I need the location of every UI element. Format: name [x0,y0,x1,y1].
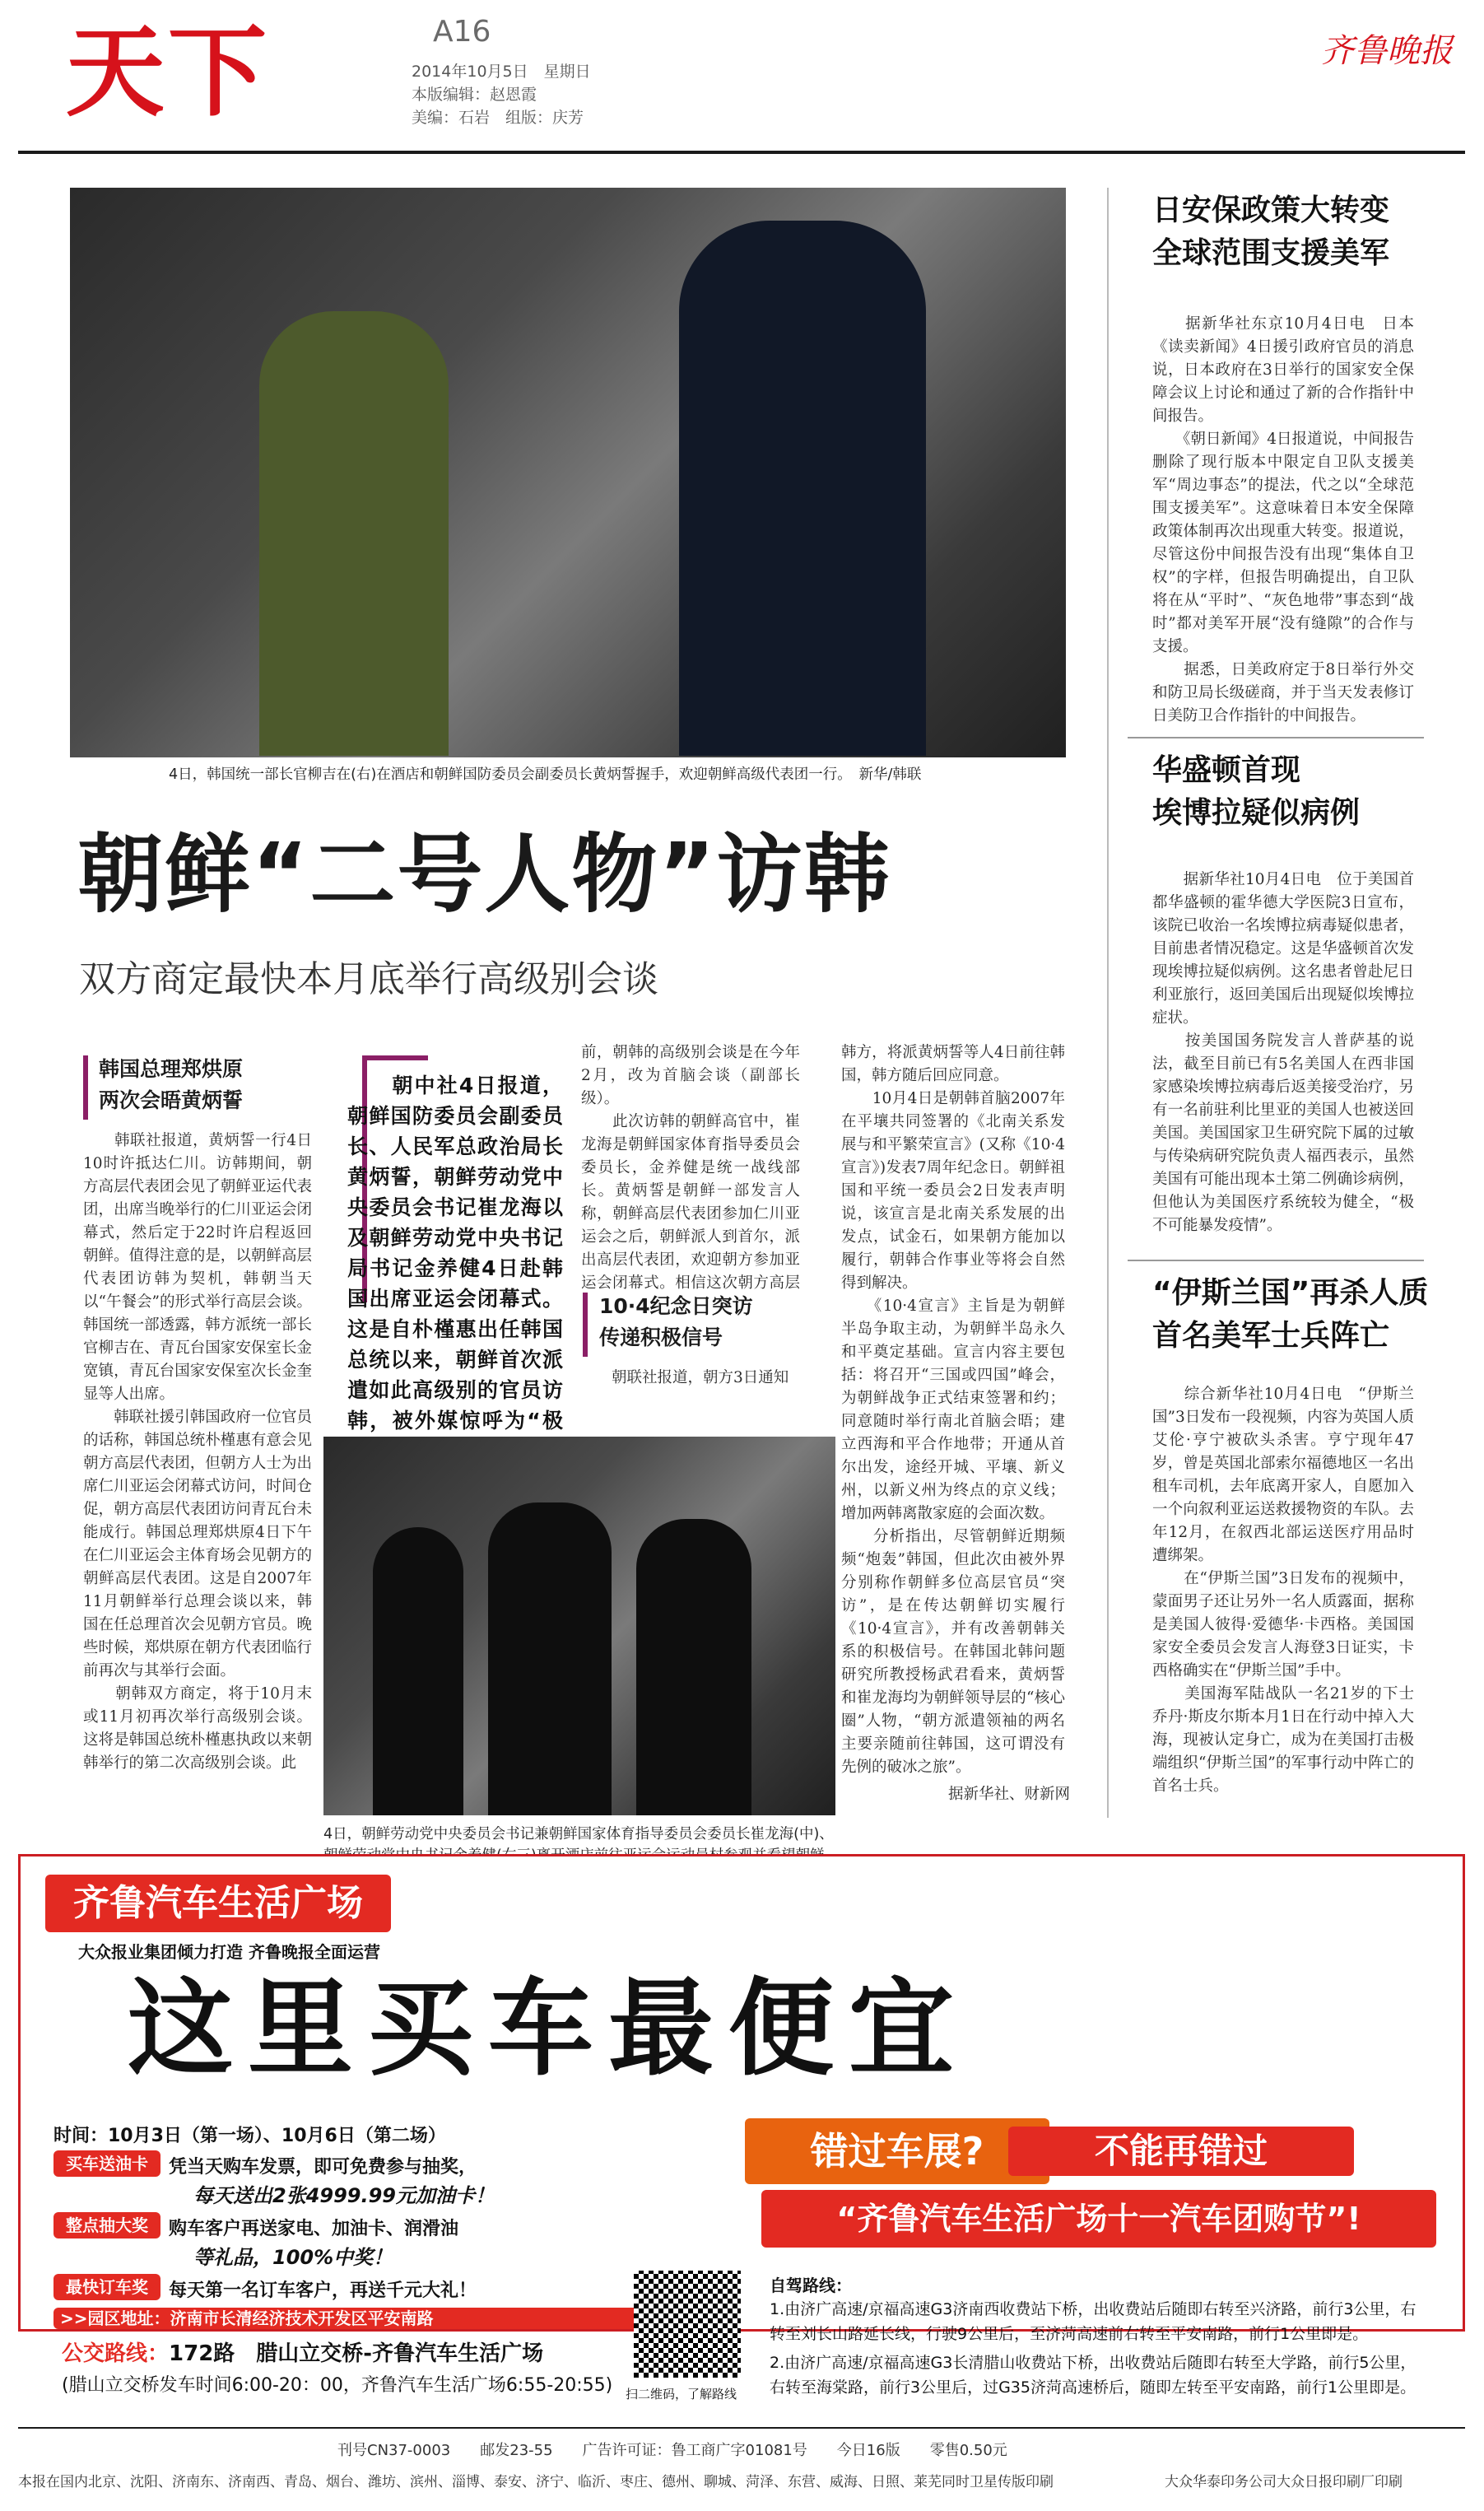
ad-group-buy-banner: “齐鲁汽车生活广场十一汽车团购节”! [761,2190,1436,2248]
story3-title-line1: “伊斯兰国”再杀人质 [1152,1276,1429,1310]
main-photo-caption: 4日，韩国统一部长官柳吉在(右)在酒店和朝鲜国防委员会副委员长黄炳誓握手，欢迎朝鲜高级代表团一行。 新华/韩联 [169,766,922,783]
ad-missed-expo-badge: 错过车展? [745,2118,1049,2184]
footer-divider [18,2427,1465,2429]
section-marker [583,1293,588,1357]
story3-title-line2: 首名美军士兵阵亡 [1152,1319,1390,1353]
main-headline: 朝鲜“二号人物”访韩 [77,824,891,925]
footer-printing-locations: 本报在国内北京、沈阳、济南东、济南西、青岛、烟台、潍坊、滨州、淄博、泰安、济宁、临沂、枣庄、德州、聊城、菏泽、东营、威海、日照、莱芜同时卫星传版印刷 [18,2474,1054,2490]
photo-figure [636,1519,751,1815]
sidebar-story2-title [1152,749,1360,835]
ad-route-title: 自驾路线： [770,2276,852,2295]
sidebar-separator [1128,1260,1424,1261]
ad-prize2-tag: 整点抽大奖 [53,2212,160,2238]
ad-bus-route [62,2336,543,2367]
qr-caption: 扫二维码，了解路线 [626,2387,737,2402]
sidebar-separator [1128,737,1424,738]
ad-prize1-highlight: 每天送出2张4999.99元加油卡！ [193,2184,495,2207]
section2-title-line1: 10·4纪念日突访 [599,1294,753,1318]
section2-title [599,1291,753,1353]
sidebar-divider [1107,188,1109,1818]
photo-figure-right [679,221,926,756]
car-expo-advertisement[interactable] [18,1854,1465,2332]
ad-route1: 1.由济广高速/京福高速G3济南西收费站下桥，出收费站后随即右转至兴济路，前行3公里，右转至刘长山路延长线，行驶9公里后，至济菏高速前右转至平安南路，前行1公里即是。 [770,2300,1417,2343]
ad-dont-miss: 不能再错过 [1008,2127,1354,2176]
column3-body-2: 朝联社报道，朝方3日通知 [581,1369,789,1386]
footer-publication-info: 刊号CN37-0003 邮发23-55 广告许可证：鲁工商广字01081号 今日16版 零售0.50元 [337,2442,1007,2459]
sidebar-story1-title [1152,189,1389,275]
masthead-divider [18,151,1465,154]
page-number: A16 [433,15,491,49]
photo-figure-left [259,311,449,756]
ad-prize3-tag: 最快订车奖 [53,2274,160,2300]
issue-date: 2014年10月5日 星期日 [412,63,591,81]
ad-bus-label: 公交路线： [62,2341,170,2366]
sidebar-story2-body: 据新华社10月4日电 位于美国首都华盛顿的霍华德大学医院3日宣布，该院已收治一名埃博拉病毒疑似患者，目前患者情况稳定。这是华盛顿首次发现埃博拉疑似病例。这名患者曾赴尼日利亚旅行，返回美国后出现疑似埃博拉症状。 按美国国务院发言人普萨基的说法，截至目前已有5名美国人在西非国家感染埃博拉病毒后返美接受治疗，另有一名前驻利比里亚的美国人也被送回美国。美国国家卫生研究院下属的过敏与传染病研究院负责人福西表示，虽然美国有可能出现本土第二例确诊病例，但他认为美国医疗系统较为健全，“极不可能暴发疫情”。 [1152,871,1414,1234]
section2-title-line2: 传递积极信号 [599,1325,723,1349]
ad-prize3-text: 每天第一名订车客户，再送千元大礼！ [169,2280,477,2301]
secondary-photo-delegation [323,1437,835,1815]
footer-printer: 大众华泰印务公司大众日报印刷厂印刷 [1165,2474,1403,2490]
story2-title-line1: 华盛顿首现 [1152,753,1301,787]
newspaper-logo: 齐鲁晚报 [1321,32,1453,70]
qr-code[interactable] [634,2271,741,2378]
ad-prize2-highlight: 等礼品，100%中奖！ [193,2246,393,2269]
lead-marker-top [362,1055,428,1060]
sidebar-story1-body: 据新华社东京10月4日电 日本《读卖新闻》4日援引政府官员的消息说，日本政府在3日举行的国家安全保障会议上讨论和通过了新的合作指针中间报告。 《朝日新闻》4日报道说，中间报告删除了现行版本中限定自卫队支援美军“周边事态”的提法，代之以“全球范围支援美军”。这意味着日本安全保障政策体制再次出现重大转变。报道说，尽管这份中间报告没有出现“集体自卫权”的字样，但报告明确提出，自卫队将在从“平时”、“灰色地带”事态到“战时”都对美军开展“没有缝隙”的合作与支援。 据悉，日美政府定于8日举行外交和防卫局长级磋商，并于当天发表修订日美防卫合作指针的中间报告。 [1152,315,1414,724]
story1-title-line2: 全球范围支援美军 [1152,236,1390,270]
ad-route2: 2.由济广高速/京福高速G3长清腊山收费站下桥，出收费站后随即右转至大学路，前行5公里，右转至海棠路，前行3公里后，过G35济菏高速桥后，随即左转至平安南路，前行1公里即是。 [770,2354,1417,2397]
section-title: 天下 [66,14,270,130]
story1-title-line1: 日安保政策大转变 [1152,193,1390,227]
story2-title-line2: 埃博拉疑似病例 [1152,796,1361,830]
ad-slogan: 这里买车最便宜 [128,1967,970,2090]
photo-figure [373,1527,463,1815]
column4-body: 韩方，将派黄炳誓等人4日前往韩国，韩方随后回应同意。 10月4日是朝韩首脑2007年在平壤共同签署的《北南关系发展与和平繁荣宣言》(又称《10·4宣言》)发表7周年纪念日。朝鲜祖国和平统一委员会2日发表声明说，该宣言是北南关系发展的出发点，试金石，如果朝方能加以履行，朝韩合作事业等将会自然得到解决。 《10·4宣言》主旨是为朝鲜半岛争取主动，为朝鲜半岛永久和平奠定基础。宣言内容主要包括：将召开“三国或四国”峰会，为朝鲜战争正式结束签署和约；同意随时举行南北首脑会晤；建立西海和平合作地带；开通从首尔出发，途经开城、平壤、新义州，以新义州为终点的京义线；增加两韩离散家庭的会面次数。 分析指出，尽管朝鲜近期频频“炮轰”韩国，但此次由被外界分别称作朝鲜多位高层官员“突访”，是在传达朝鲜切实履行《10·4宣言》，并有改善朝韩关系的积极信号。在韩国北韩问题研究所教授杨武君看来，黄炳誓和崔龙海均为朝鲜领导层的“核心圈”人物，“朝方派遣领袖的两名主要亲随前往韩国，这可谓没有先例的破冰之旅”。 [841,1044,1065,1774]
ad-venue-badge: 齐鲁汽车生活广场 [45,1875,391,1932]
ad-event-time: 时间：10月3日（第一场）、10月6日（第二场） [53,2126,446,2146]
sidebar-story3-title [1152,1272,1428,1358]
column1-body: 韩联社报道，黄炳誓一行4日10时许抵达仁川。访韩期间，朝方高层代表团会见了朝鲜亚运代表团，出席当晚举行的仁川亚运会闭幕式，然后定于22时许启程返回朝鲜。值得注意的是，以朝鲜高层代表团访韩为契机，韩朝当天以“午餐会”的形式举行高层会谈。韩国统一部透露，韩方派统一部长官柳吉在、青瓦台国家安保室长金宽镇，青瓦台国家安保室次长金奎显等人出席。 韩联社援引韩国政府一位官员的话称，韩国总统朴槿惠有意会见朝方高层代表团，但朝方人士为出席仁川亚运会闭幕式访问，时间仓促，朝方高层代表团访问青瓦台未能成行。韩国总理郑烘原4日下午在仁川亚运会主体育场会见朝方的朝鲜高层代表团。这是自2007年11月朝鲜举行总理会谈以来，韩国在任总理首次会见朝方官员。晚些时候，郑烘原在朝方代表团临行前再次与其举行会面。 朝韩双方商定，将于10月末或11月初再次举行高级别会谈。这将是韩国总统朴槿惠执政以来朝韩举行的第二次高级别会谈。此 [83,1132,312,1772]
secondary-photo-caption: 4日，朝鲜劳动党中央委员会书记兼朝鲜国家体育指导委员会委员长崔龙海(中)、 [323,1826,834,1842]
sidebar-story3-body: 综合新华社10月4日电 “伊斯兰国”3日发布一段视频，内容为英国人质艾伦·亨宁被砍头杀害。亨宁现年47岁，曾是英国北部索尔福德地区一名出租车司机，去年底离开家人，自愿加入一个向叙利亚运送救援物资的车队。去年12月，在叙西北部运送医疗用品时遭绑架。 在“伊斯兰国”3日发布的视频中，蒙面男子还让另外一名人质露面，据称是美国人彼得·爱德华·卡西格。美国国家安全委员会发言人海登3日证实，卡西格确实在“伊斯兰国”手中。 美国海军陆战队一名21岁的下士乔丹·斯皮尔斯本月1日在行动中掉入大海，现被认定身亡，成为在美国打击极端组织“伊斯兰国”的军事行动中阵亡的首名士兵。 [1152,1386,1414,1795]
lead-paragraph: 朝中社4日报道，朝鲜国防委员会副委员长、人民军总政治局长黄炳誓，朝鲜劳动党中央委员会书记崔龙海以及朝鲜劳动党中央书记局书记金养健4日赴韩国出席亚运会闭幕式。这是自朴槿惠出任韩国总统以来，朝鲜首次派遣如此高级别的官员访韩，被外媒惊呼为“极 [347,1074,563,1433]
main-photo-handshake [70,188,1066,757]
ad-bus-schedule: (腊山立交桥发车时间6:00-20：00，齐鲁汽车生活广场6:55-20:55) [62,2375,613,2396]
section1-title-line2: 两次会晤黄炳誓 [99,1088,244,1112]
ad-address-bar: >>园区地址：济南市长清经济技术开发区平安南路 [53,2308,653,2329]
ad-prize1-text: 凭当天购车发票，即可免费参与抽奖， [169,2157,477,2178]
ad-prize2-text: 购车客户再送家电、加油卡、润滑油 [169,2219,459,2239]
column4-source: 据新华社、财新网 [947,1786,1070,1803]
designer-credit: 美编：石岩 组版：庆芳 [412,109,584,127]
ad-organizer: 大众报业集团倾力打造 齐鲁晚报全面运营 [78,1942,380,1962]
section-marker [83,1055,88,1120]
photo-figure [488,1502,612,1815]
section1-title-line1: 韩国总理郑烘原 [99,1057,244,1081]
ad-prize1-tag: 买车送油卡 [53,2150,160,2177]
ad-bus-text: 172路 腊山立交桥-齐鲁汽车生活广场 [169,2341,544,2366]
main-subheadline: 双方商定最快本月底举行高级别会谈 [79,958,658,1000]
editor-credit: 本版编辑：赵恩霞 [412,86,537,104]
column3-body: 前，朝韩的高级别会谈是在今年2月，改为首脑会谈（副部长级）。 此次访韩的朝鲜高官中，崔龙海是朝鲜国家体育指导委员会委员长，金养健是统一战线部长。黄炳誓是朝鲜一部发言人称，朝鲜高层代表团参加仁川亚运会之后，朝鲜派人到首尔，派出高层代表团，欢迎朝方参加亚运会闭幕式。相信这次朝方高层 [581,1044,800,1292]
section1-title [99,1054,243,1116]
